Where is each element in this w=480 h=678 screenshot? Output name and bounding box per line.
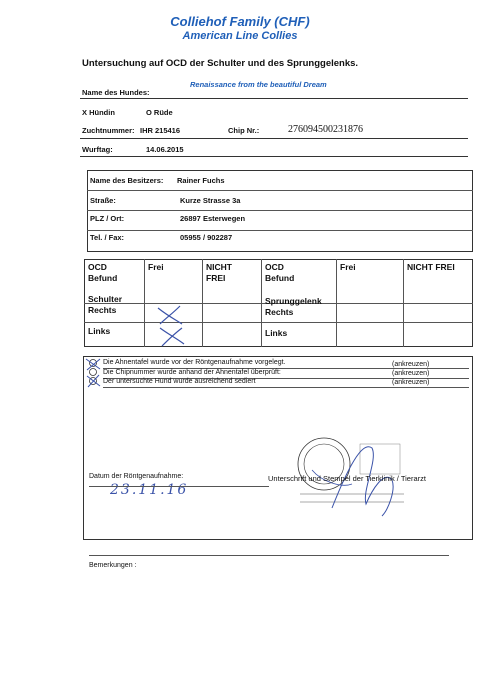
owner-name-label: Name des Besitzers:: [90, 176, 164, 185]
hock-label: Sprunggelenk: [265, 296, 322, 306]
breed-number-label: Zuchtnummer:: [82, 126, 135, 135]
check-item-mark: (ankreuzen): [392, 370, 430, 377]
sex-male: O Rüde: [146, 108, 173, 117]
free-label: Frei: [148, 262, 164, 272]
hock-left-label: Links: [265, 328, 288, 338]
check-item-text: Der untersuchte Hund wurde ausreichend sediert: [103, 378, 256, 385]
divider: [87, 230, 473, 231]
ocd-finding-label: OCD Befund: [88, 262, 118, 283]
divider: [80, 156, 468, 157]
divider: [87, 210, 473, 211]
street-label: Straße:: [90, 196, 116, 205]
check-item-mark: (ankreuzen): [392, 379, 430, 386]
litter-date-value: 14.06.2015: [146, 145, 184, 154]
chip-value: 276094500231876: [288, 124, 363, 135]
divider: [89, 486, 269, 487]
shoulder-label: Schulter: [88, 294, 123, 304]
ocd-finding-label-right: OCD Befund: [265, 262, 295, 283]
signature-label: Unterschrift und Stempel der Tierklinik / Tierarzt: [268, 474, 426, 483]
divider: [80, 138, 468, 139]
hock-right-label: Rechts: [265, 307, 294, 317]
xray-date-value: 23.11.16: [110, 482, 189, 498]
sex-female: X Hündin: [82, 108, 115, 117]
owner-name-value: Rainer Fuchs: [177, 176, 225, 185]
document-subtitle: American Line Collies: [182, 30, 298, 42]
shoulder-left-label: Links: [88, 326, 111, 336]
divider: [87, 190, 473, 191]
free-label-right: Frei: [340, 262, 356, 272]
handwritten-check-marks: [84, 356, 106, 390]
divider: [103, 387, 469, 388]
shoulder-right-label: Rechts: [88, 305, 117, 315]
divider: [89, 555, 449, 556]
phone-label: Tel. / Fax:: [90, 233, 125, 242]
xray-date-label: Datum der Röntgenaufnahme:: [89, 473, 184, 480]
chip-label: Chip Nr.:: [228, 126, 260, 135]
handwritten-x-marks: [150, 302, 196, 348]
phone-value: 05955 / 902287: [180, 233, 233, 242]
remarks-label: Bemerkungen :: [89, 562, 137, 569]
not-free-label: NICHT FREI: [206, 262, 232, 283]
check-item-text: Die Chipnummer wurde anhand der Ahnentafel überprüft:: [103, 369, 281, 376]
exam-title: Untersuchung auf OCD der Schulter und des Sprunggelenks.: [82, 58, 359, 69]
breed-number-value: IHR 215416: [140, 126, 181, 135]
check-item-mark: (ankreuzen): [392, 361, 430, 368]
street-value: Kurze Strasse 3a: [180, 196, 241, 205]
dog-name-label: Name des Hundes:: [82, 88, 150, 97]
dog-name-value: Renaissance from the beautiful Dream: [190, 80, 327, 89]
check-item-text: Die Ahnentafel wurde vor der Röntgenaufnahme vorgelegt.: [103, 359, 286, 366]
document-title: Colliehof Family (CHF): [170, 14, 310, 29]
city-value: 26897 Esterwegen: [180, 214, 246, 223]
litter-date-label: Wurftag:: [82, 145, 113, 154]
not-free-label-right: NICHT FREI: [407, 262, 455, 272]
divider: [80, 98, 468, 99]
city-label: PLZ / Ort:: [90, 214, 125, 223]
divider: [84, 322, 473, 323]
